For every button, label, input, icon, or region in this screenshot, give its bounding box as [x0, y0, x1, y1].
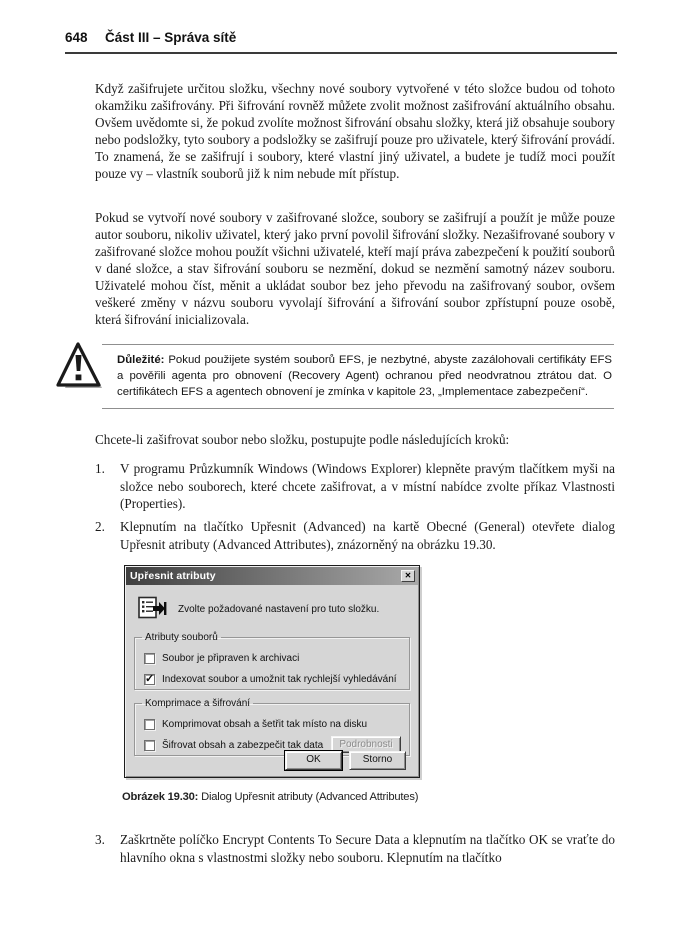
- checkbox-archive-ready[interactable]: [144, 651, 403, 666]
- checkbox-box[interactable]: ✓: [145, 673, 155, 685]
- figure-caption: [122, 791, 602, 803]
- paragraph-1: Když zašifrujete určitou složku, všechny nové soubory vytvořené v této složce budou od tohoto okamžiku zašifrovány. Při šifrování rovněž můžete zvolit možnost zašifrování aktuálního obsahu. Ovšem uvědomte si, že pokud zvolíte možnost šifrování obsahu složky, která již obsahuje soubory nebo podsložky, tyto soubory a podsložky se zašifrují pouze pro uživatele, který šifrování provádí. To znamená, že se zašifrují i soubory, které vlastní jiný uživatel, a budete je tudíž moci použít pouze vy – vlastník souborů již k nim nebude mít přístup.: [95, 81, 615, 181]
- dialog-buttons: [285, 751, 406, 770]
- attributes-icon: [138, 596, 167, 623]
- advanced-attributes-dialog: [124, 565, 420, 778]
- step-1-text: V programu Průzkumník Windows (Windows Explorer) klepněte pravým tlačítkem myši na složce nebo souborech, které chcete zašifrovat, a v místní nabídce zvolte příkaz Vlastnosti (Properties).: [120, 461, 615, 511]
- checkbox-index-file-label: Indexovat soubor a umožnit tak rychlejší vyhledávání: [162, 674, 397, 685]
- file-attributes-group: [134, 632, 410, 690]
- checkbox-archive-ready-label: Soubor je připraven k archivaci: [162, 653, 300, 664]
- close-icon[interactable]: ✕: [401, 570, 415, 582]
- checkbox-compress[interactable]: [144, 717, 403, 732]
- checkbox-box[interactable]: [144, 653, 155, 664]
- figure-caption-text: Dialog Upřesnit atributy (Advanced Attributes): [198, 791, 419, 803]
- dialog-title: Upřesnit atributy: [130, 570, 216, 582]
- file-attributes-group-label: Atributy souborů: [145, 632, 218, 643]
- compress-encrypt-group-label: Komprimace a šifrování: [145, 698, 251, 709]
- step-2-number: 2.: [95, 519, 105, 534]
- step-3-number: 3.: [95, 832, 105, 847]
- running-head: [65, 30, 617, 54]
- step-2: [95, 518, 615, 553]
- paragraph-2: Pokud se vytvoří nové soubory v zašifrované složce, soubory se zašifrují a použít je může pouze autor souboru, nikoliv uživatel, který jako první povolil šifrování složky. Nezašifrované soubory v zašifrované složce mohou použít všichni uživatelé, kteří mají práva zabezpečení k použití souborů v dané složce, a stav šifrování souboru se nezmění, dokud se nezmění samotný název souboru. Uživatelé mohou číst, měnit a ukládat soubor bez jeho převodu na zašifrovaný soubor, ovšem veškeré změny v názvu souboru vyvolají šifrování a šifrování soubor zpřístupní pouze osobě, která šifrování inicializovala.: [95, 210, 615, 327]
- checkbox-box[interactable]: [144, 719, 155, 730]
- important-note: [102, 344, 614, 409]
- details-button: Podrobnosti: [331, 736, 401, 753]
- steps-intro: Chcete-li zašifrovat soubor nebo složku, postupujte podle následujících kroků:: [95, 432, 510, 447]
- figure-caption-label: Obrázek 19.30:: [122, 791, 199, 803]
- step-3: [95, 831, 615, 866]
- checkbox-encrypt-label: Šifrovat obsah a zabezpečit tak data: [162, 740, 324, 751]
- step-2-text: Klepnutím na tlačítko Upřesnit (Advanced) na kartě Obecné (General) otevřete dialog Upřesnit atributy (Advanced Attributes), znázorněný na obrázku 19.30.: [120, 519, 615, 552]
- warning-triangle-icon: [56, 341, 103, 400]
- step-3-text: Zaškrtněte políčko Encrypt Contents To Secure Data a klepnutím na tlačítko OK se vraťte do hlavního okna s vlastnostmi složky nebo souboru. Klepnutím na tlačítko: [120, 832, 615, 865]
- checkbox-box[interactable]: [144, 740, 155, 751]
- step-1-number: 1.: [95, 461, 105, 476]
- checkbox-index-file[interactable]: [144, 672, 403, 687]
- ok-button[interactable]: OK: [285, 751, 342, 770]
- dialog-subtitle: Zvolte požadované nastavení pro tuto složku.: [178, 604, 380, 615]
- note-label: Důležité:: [117, 354, 165, 366]
- chapter-title: Část III – Správa sítě: [105, 30, 237, 45]
- dialog-subtitle-row: [125, 586, 419, 623]
- cancel-button[interactable]: Storno: [349, 751, 406, 770]
- compress-encrypt-group: [134, 698, 410, 756]
- dialog-titlebar[interactable]: [126, 567, 418, 585]
- note-text: Pokud použijete systém souborů EFS, je nezbytné, abyste zazálohovali certifikáty EFS a pověřili agenta pro obnovení (Recovery Agent) ochranou před neodvratnou ztrátou dat. O certifikátech EFS a agentech obnovení je zmínka v kapitole 23, „Implementace zabezpečení“.: [117, 354, 612, 398]
- checkbox-compress-label: Komprimovat obsah a šetřit tak místo na disku: [162, 719, 368, 730]
- step-1: [95, 460, 615, 513]
- page-number: 648: [65, 30, 88, 45]
